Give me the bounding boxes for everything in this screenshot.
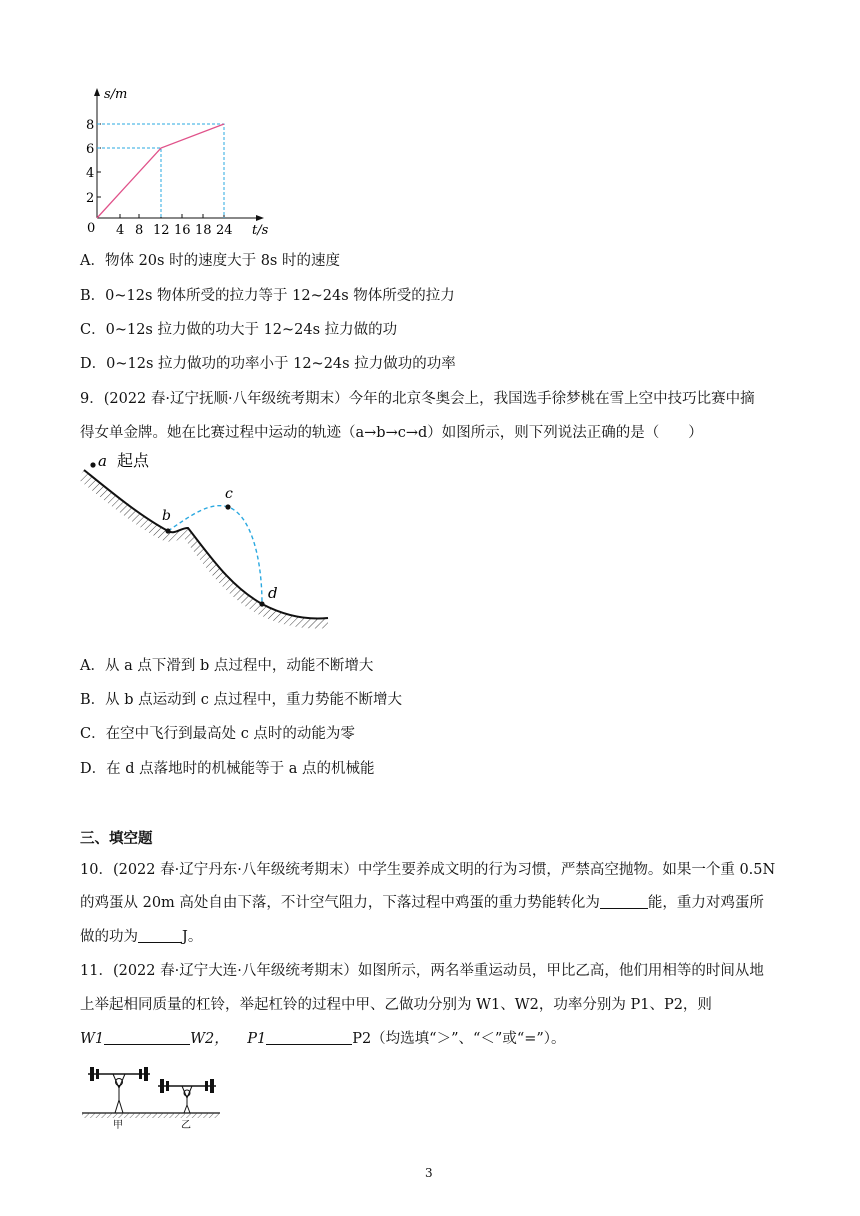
lifter-jia [88,1067,150,1113]
q11-stem-line2: 上举起相同质量的杠铃，举起杠铃的过程中甲、乙做功分别为 W1、W2，功率分别为 P1、P2，则 [80,997,712,1013]
q9-option-d: D．在 d 点落地时的机械能等于 a 点的机械能 [80,761,375,777]
label-yi: 乙 [181,1120,191,1130]
x-tick-label: 18 [195,223,212,238]
weightlifters-figure [80,1060,230,1130]
label-c: c [225,486,233,502]
point-b [165,528,170,533]
x-axis-label: t/s [252,223,269,238]
q10-stem-line1: 10．(2022 春·辽宁丹东·八年级统考期末）中学生要养成文明的行为习惯，严禁高空抛物。如果一个重 0.5N [80,862,776,878]
q11-stem-line1: 11．(2022 春·辽宁大连·八年级统考期末）如图所示，两名举重运动员，甲比乙高，他们用相等的时间从地 [80,963,764,979]
q11-stem-line3: W1 W2， P1 P2（均选填“＞”、“＜”或“=”）。 [80,1031,566,1047]
page-number: 3 [425,1166,433,1180]
label-b: b [162,508,171,524]
q8-option-d: D．0~12s 拉力做功的功率小于 12~24s 拉力做功的功率 [80,356,456,372]
q9-option-c: C．在空中飞行到最高处 c 点时的动能为零 [80,726,355,742]
y-axis-label: s/m [104,87,128,102]
q9-stem-line2: 得女单金牌。她在比赛过程中运动的轨迹（a→b→c→d）如图所示，则下列说法正确的是（ ） [80,425,703,441]
answer-blank[interactable] [600,894,648,909]
x-tick-label: 4 [116,223,125,238]
y-tick-label: 4 [86,166,95,181]
q8-option-b: B．0~12s 物体所受的拉力等于 12~24s 物体所受的拉力 [80,288,455,304]
q10-stem-line3: 做的功为 J。 [80,929,203,945]
x-tick-label: 8 [135,223,144,238]
point-a [90,462,95,467]
q8-option-c: C．0~12s 拉力做的功大于 12~24s 拉力做的功 [80,322,398,338]
y-tick-label: 8 [86,118,95,133]
origin-label: 0 [87,221,96,236]
answer-blank[interactable] [138,928,182,943]
y-tick-label: 6 [86,142,95,157]
answer-blank[interactable] [266,1030,352,1045]
answer-blank[interactable] [104,1030,190,1045]
ski-trajectory-figure [80,446,340,636]
label-d: d [268,584,278,602]
q10-stem-line2: 的鸡蛋从 20m 高处自由下落，不计空气阻力，下落过程中鸡蛋的重力势能转化为 能，重力对鸡蛋所 [80,895,764,911]
x-axis-arrow [256,215,264,221]
point-d [259,601,264,606]
q9-option-b: B．从 b 点运动到 c 点过程中，重力势能不断增大 [80,692,402,708]
q9-stem-line1: 9．(2022 春·辽宁抚顺·八年级统考期末）今年的北京冬奥会上，我国选手徐梦桃在雪上空中技巧比赛中摘 [80,391,755,407]
y-tick-label: 2 [86,191,95,206]
x-tick-label: 12 [153,223,170,238]
slope-line [84,470,328,618]
label-start: 起点 [117,451,150,470]
lifter-yi [158,1079,216,1113]
s-t-graph [78,80,278,240]
point-c [225,504,230,509]
q9-option-a: A．从 a 点下滑到 b 点过程中，动能不断增大 [80,658,374,674]
label-a: a [98,452,107,470]
section-title: 三、填空题 [80,830,153,847]
trajectory-path [168,506,262,604]
x-tick-label: 16 [174,223,191,238]
y-axis-arrow [94,88,100,96]
q8-option-a: A．物体 20s 时的速度大于 8s 时的速度 [80,253,340,269]
x-tick-label: 24 [216,223,233,238]
label-jia: 甲 [113,1120,123,1130]
